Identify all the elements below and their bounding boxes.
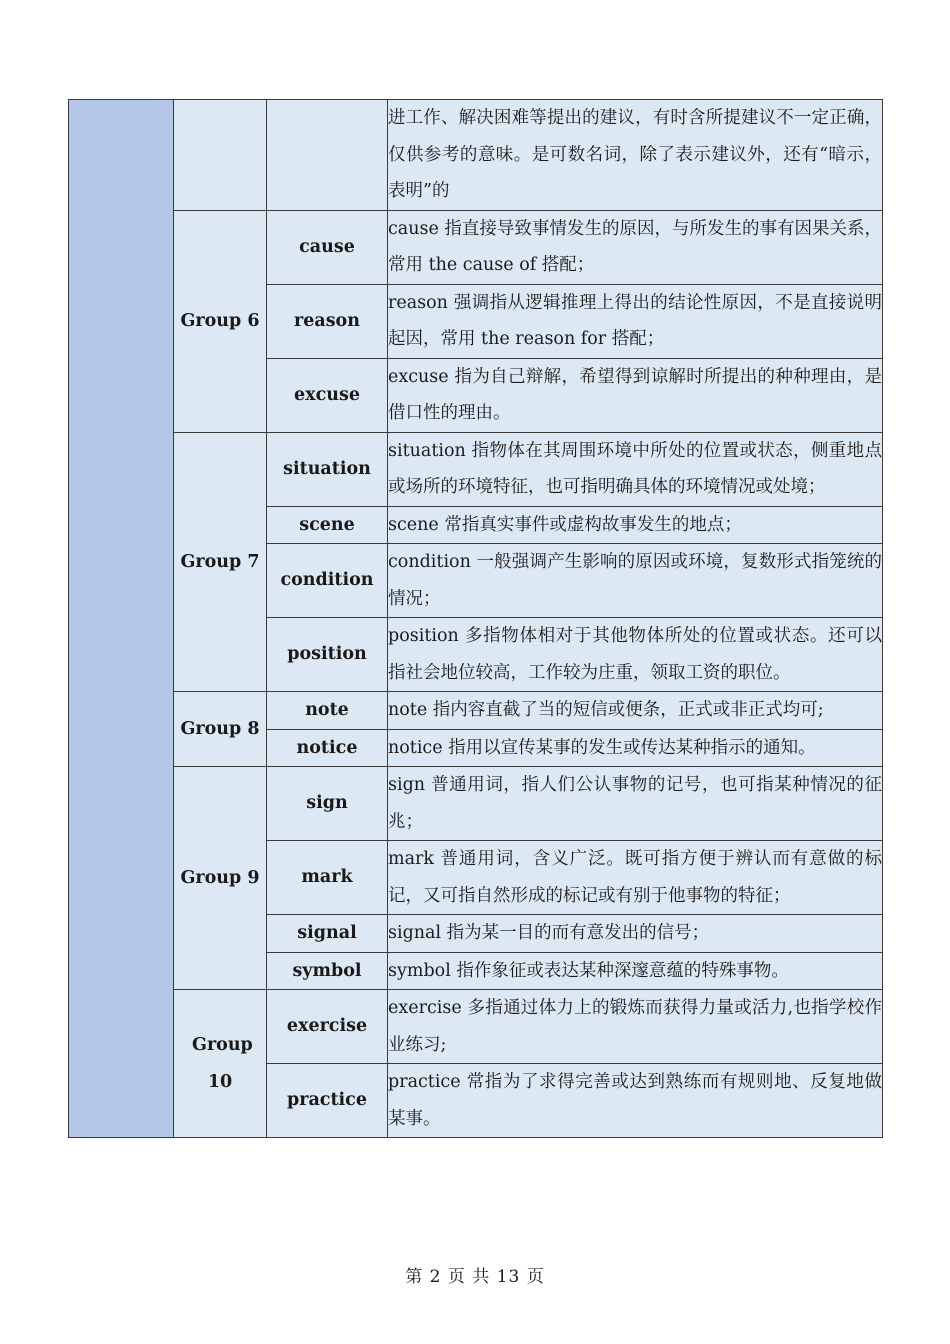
table-row: [69, 692, 883, 730]
word-cell: [267, 100, 388, 211]
word-cell: cause: [267, 210, 388, 284]
definition-cell: condition 一般强调产生影响的原因或环境，复数形式指笼统的情况；: [388, 544, 883, 618]
group-label: Group 7: [174, 432, 267, 692]
word-cell: sign: [267, 767, 388, 841]
table-row: [69, 990, 883, 1064]
category-column: [69, 100, 174, 1138]
group-label: Group 8: [174, 692, 267, 767]
definition-cell: mark 普通用词，含义广泛。既可指方便于辨认而有意做的标记，又可指自然形成的标记或有别于他事物的特征；: [388, 841, 883, 915]
definition-cell: notice 指用以宣传某事的发生或传达某种指示的通知。: [388, 729, 883, 767]
group-cell: [174, 100, 267, 211]
definition-cell: signal 指为某一目的而有意发出的信号；: [388, 915, 883, 953]
definition-cell: sign 普通用词，指人们公认事物的记号，也可指某种情况的征兆；: [388, 767, 883, 841]
word-cell: excuse: [267, 358, 388, 432]
page-footer: 第 2 页 共 13 页: [405, 1267, 545, 1287]
word-cell: signal: [267, 915, 388, 953]
word-cell: condition: [267, 544, 388, 618]
word-cell: note: [267, 692, 388, 730]
word-cell: scene: [267, 506, 388, 544]
word-cell: position: [267, 618, 388, 692]
group-label: Group 10: [174, 990, 267, 1138]
table-row: [69, 432, 883, 506]
definition-cell: position 多指物体相对于其他物体所处的位置或状态。还可以指社会地位较高，工作较为庄重，领取工资的职位。: [388, 618, 883, 692]
definition-cell: exercise 多指通过体力上的锻炼而获得力量或活力,也指学校作业练习;: [388, 990, 883, 1064]
table-row: [69, 100, 883, 211]
word-cell: symbol: [267, 952, 388, 990]
word-cell: practice: [267, 1064, 388, 1138]
definition-cell: reason 强调指从逻辑推理上得出的结论性原因，不是直接说明起因，常用 the reason for 搭配；: [388, 284, 883, 358]
vocabulary-table: [68, 99, 883, 1138]
word-cell: exercise: [267, 990, 388, 1064]
word-cell: situation: [267, 432, 388, 506]
word-cell: notice: [267, 729, 388, 767]
table-row: [69, 767, 883, 841]
definition-cell: situation 指物体在其周围环境中所处的位置或状态，侧重地点或场所的环境特征，也可指明确具体的环境情况或处境；: [388, 432, 883, 506]
group-label: Group 6: [174, 210, 267, 432]
definition-cell: cause 指直接导致事情发生的原因，与所发生的事有因果关系，常用 the cause of 搭配；: [388, 210, 883, 284]
table-row: [69, 210, 883, 284]
definition-cell: practice 常指为了求得完善或达到熟练而有规则地、反复地做某事。: [388, 1064, 883, 1138]
word-cell: mark: [267, 841, 388, 915]
definition-cell: symbol 指作象征或表达某种深邃意蕴的特殊事物。: [388, 952, 883, 990]
group-label: Group 9: [174, 767, 267, 990]
definition-cell: note 指内容直截了当的短信或便条，正式或非正式均可;: [388, 692, 883, 730]
definition-cell: 进工作、解决困难等提出的建议，有时含所提建议不一定正确，仅供参考的意味。是可数名词，除了表示建议外，还有“暗示，表明”的: [388, 100, 883, 211]
definition-cell: scene 常指真实事件或虚构故事发生的地点；: [388, 506, 883, 544]
definition-cell: excuse 指为自己辩解，希望得到谅解时所提出的种种理由，是借口性的理由。: [388, 358, 883, 432]
word-cell: reason: [267, 284, 388, 358]
